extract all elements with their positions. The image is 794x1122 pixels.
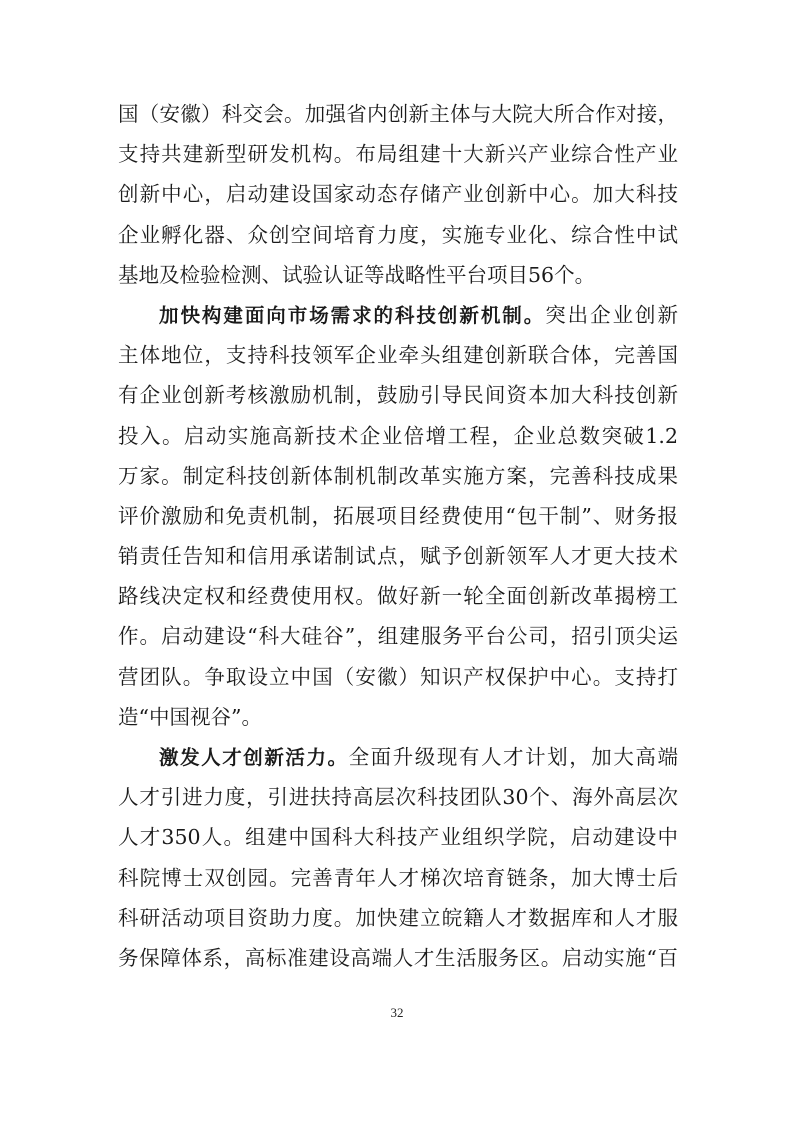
text-line: 务保障体系，高标准建设高端人才生活服务区。启动实施“百 — [118, 945, 678, 970]
paragraph-3 — [118, 737, 678, 978]
paragraph-1 — [118, 94, 678, 295]
text-line: 人才引进力度，引进扶持高层次科技团队30个、海外高层次 — [118, 785, 678, 810]
paragraph-lead-heading: 激发人才创新活力。 — [159, 746, 349, 769]
text-line: 国（安徽）科交会。加强省内创新主体与大院大所合作对接， — [118, 102, 678, 126]
text-line: 评价激励和免责机制，拓展项目经费使用“包干制”、财务报 — [118, 503, 678, 528]
text-line: 万家。制定科技创新体制机制改革实施方案，完善科技成果 — [118, 463, 678, 488]
text-line: 投入。启动实施高新技术企业倍增工程，企业总数突破1.2 — [118, 423, 678, 448]
paragraph-first-line — [118, 295, 678, 335]
text-line: 科院博士双创园。完善青年人才梯次培育链条，加大博士后 — [118, 865, 678, 890]
text-line: 创新中心，启动建设国家动态存储产业创新中心。加大科技 — [118, 182, 678, 207]
text-line: 基地及检验检测、试验认证等战略性平台项目56个。 — [118, 262, 596, 287]
paragraph-first-line-text: 突出企业创新 — [545, 302, 678, 327]
paragraph-first-line — [118, 737, 678, 777]
paragraph-first-line-text: 全面升级现有人才计划，加大高端 — [348, 745, 678, 769]
text-line: 主体地位，支持科技领军企业牵头组建创新联合体，完善国 — [118, 343, 678, 368]
text-line: 人才350人。组建中国科大科技产业组织学院，启动建设中 — [118, 825, 678, 850]
text-line: 销责任告知和信用承诺制试点，赋予创新领军人才更大技术 — [118, 544, 678, 569]
text-line: 支持共建新型研发机构。布局组建十大新兴产业综合性产业 — [118, 142, 678, 167]
text-line: 造“中国视谷”。 — [118, 704, 262, 729]
text-line: 企业孵化器、众创空间培育力度，实施专业化、综合性中试 — [118, 222, 678, 247]
text-line: 科研活动项目资助力度。加快建立皖籍人才数据库和人才服 — [118, 905, 678, 930]
paragraph-lead-heading: 加快构建面向市场需求的科技创新机制。 — [159, 303, 546, 327]
document-body — [118, 94, 678, 978]
page-number: 32 — [390, 1005, 404, 1020]
text-line: 作。启动建设“科大硅谷”，组建服务平台公司，招引顶尖运 — [118, 624, 678, 649]
text-line: 有企业创新考核激励机制，鼓励引导民间资本加大科技创新 — [118, 383, 678, 408]
text-line: 路线决定权和经费使用权。做好新一轮全面创新改革揭榜工 — [118, 584, 678, 609]
paragraph-2 — [118, 295, 678, 737]
text-line: 营团队。争取设立中国（安徽）知识产权保护中心。支持打 — [118, 664, 678, 689]
